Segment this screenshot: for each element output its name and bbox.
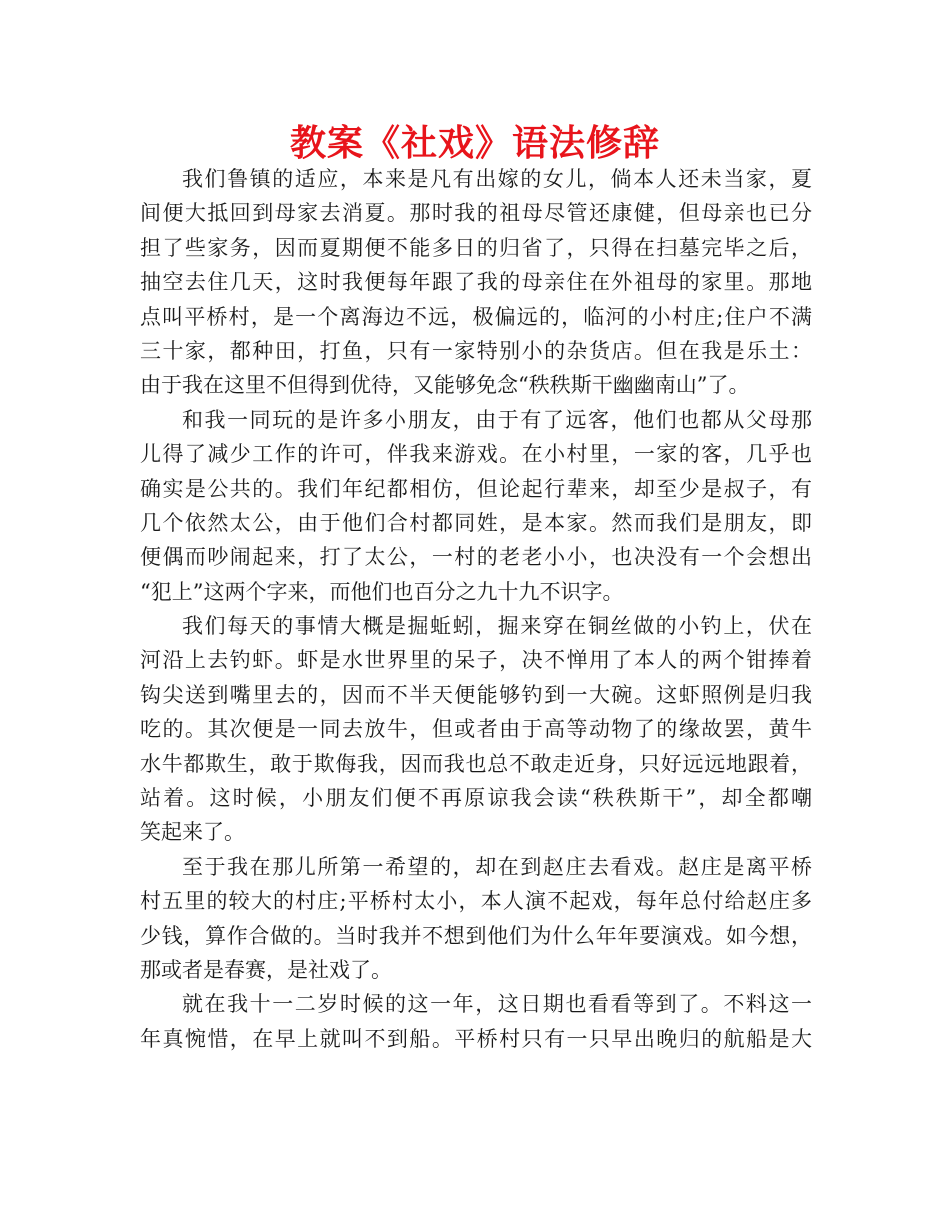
text-line: 至于我在那儿所第一希望的，却在到赵庄去看戏。赵庄是离平桥 <box>182 854 812 879</box>
text-line: 年真惋惜，在早上就叫不到船。平桥村只有一只早出晚归的航船是大 <box>140 1026 812 1051</box>
text-line: 点叫平桥村，是一个离海边不远，极偏远的，临河的小村庄;住户不满 <box>140 304 812 329</box>
text-line: 三十家，都种田，打鱼，只有一家特别小的杂货店。但在我是乐土： <box>140 338 812 363</box>
text-line: 儿得了减少工作的许可，伴我来游戏。在小村里，一家的客，几乎也 <box>140 442 812 467</box>
text-line: 少钱，算作合做的。当时我并不想到他们为什么年年要演戏。如今想， <box>140 923 812 948</box>
document-title: 教案《社戏》语法修辞 <box>289 123 660 164</box>
text-line: 笑起来了。 <box>140 820 245 845</box>
text-line: 由于我在这里不但得到优待，又能够免念“秩秩斯干幽幽南山”了。 <box>140 373 750 398</box>
text-line: 便偶而吵闹起来，打了太公，一村的老老小小，也决没有一个会想出 <box>140 545 812 570</box>
text-line: 河沿上去钓虾。虾是水世界里的呆子，决不惮用了本人的两个钳捧着 <box>140 648 812 673</box>
document-body <box>140 162 812 1056</box>
paragraph-4 <box>140 850 812 988</box>
text-line: 我们鲁镇的适应，本来是凡有出嫁的女儿，倘本人还未当家，夏 <box>182 167 812 191</box>
text-line: 那或者是春赛，是社戏了。 <box>140 957 392 982</box>
text-line: 就在我十一二岁时候的这一年，这日期也看看等到了。不料这一 <box>182 992 812 1017</box>
text-line: 担了些家务，因而夏期便不能多日的归省了，只得在扫墓完毕之后， <box>140 235 812 260</box>
text-line: 我们每天的事情大概是掘蚯蚓，掘来穿在铜丝做的小钓上，伏在 <box>182 614 812 639</box>
text-line: 确实是公共的。我们年纪都相仿，但论起行辈来，却至少是叔子，有 <box>140 476 812 501</box>
text-line: 站着。这时候，小朋友们便不再原谅我会读“秩秩斯干”，却全都嘲 <box>140 786 812 811</box>
text-line: “犯上”这两个字来，而他们也百分之九十九不识字。 <box>140 579 624 604</box>
text-line: 和我一同玩的是许多小朋友，由于有了远客，他们也都从父母那 <box>182 407 812 432</box>
paragraph-2 <box>140 403 812 609</box>
text-line: 钩尖送到嘴里去的，因而不半天便能够钓到一大碗。这虾照例是归我 <box>140 682 812 707</box>
text-line: 吃的。其次便是一同去放牛，但或者由于高等动物了的缘故罢，黄牛 <box>140 717 812 742</box>
paragraph-1 <box>140 162 812 403</box>
text-line: 水牛都欺生，敢于欺侮我，因而我也总不敢走近身，只好远远地跟着， <box>140 751 812 776</box>
paragraph-5 <box>140 987 812 1056</box>
text-line: 村五里的较大的村庄;平桥村太小，本人演不起戏，每年总付给赵庄多 <box>140 889 812 914</box>
paragraph-3 <box>140 609 812 850</box>
text-line: 间便大抵回到母家去消夏。那时我的祖母尽管还康健，但母亲也已分 <box>140 201 812 226</box>
text-line: 几个依然太公，由于他们合村都同姓，是本家。然而我们是朋友，即 <box>140 510 812 535</box>
text-line: 抽空去住几天，这时我便每年跟了我的母亲住在外祖母的家里。那地 <box>140 270 812 295</box>
